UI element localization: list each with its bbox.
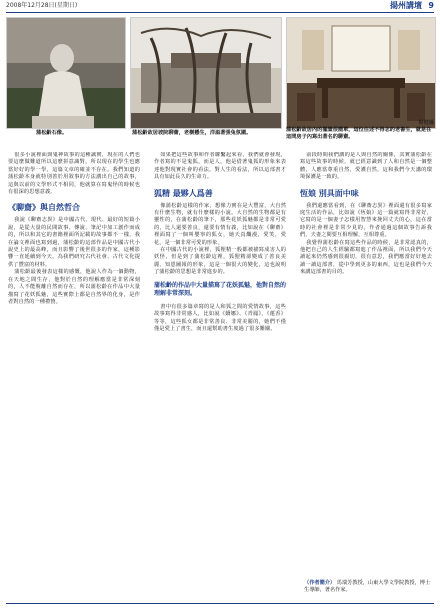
issue-date: 2008年12月28日(星期日) (6, 2, 78, 9)
page-header (0, 0, 440, 12)
paragraph: 蒲松齡最後發表這樣的感慨，他說人作為一個動物，在天地之間生存，他對於自然的理解應當是非常深刻的，人不能脫離自然而存在，所以蒲松齡在作品中大量描寫了花妖狐魅，這些實際上都是自然界的化身，是作者對自然的一種禮贊。 (8, 269, 140, 305)
paragraph: 像蒲松齡這樣的作家，想像力實在是大豐富，大自然有什麼生物，就有什麼樣的小說。大自然的生物都是有靈性的，在蒲松齡的筆下，那些花妖狐魅都是非常可愛的，比人還要善良，還要有情有義，比如說在《聊齋》裡面寫了一個叫嬰寧的狐女，她天真爛漫，愛笑，愛花，是一個非常可愛的形象。 (154, 202, 286, 246)
photo-statue (6, 17, 126, 129)
footer-rule (6, 603, 434, 604)
author-bio (304, 580, 434, 594)
section-heading: 狐精 最夥人爲善 (154, 188, 213, 198)
article-column-3 (300, 152, 432, 577)
article-column-2 (154, 152, 286, 592)
paragraph: 如果把這些故事和作者聯繫起來看，我們就會發現，作者寫的不是鬼狐，而是人，他是借著鬼狐的形象來表達他對現實社會的看法，對人生的看法，所以這部書才具有如此長久的生命力。 (154, 152, 286, 181)
article-column-1 (8, 152, 140, 592)
paragraph: 我們還應當看到，在《聊齋志異》裡面還有很多寫家庭生活的作品，比如說《恆娘》這一篇就寫得非常好，它寫的是一個妻子怎樣用智慧來挽回丈夫的心，這在當時的社會裡是非常少見的，作者通過這個故事告訴我們，夫妻之間要互相理解，互相尊重。 (300, 202, 432, 239)
photo-courtyard (130, 17, 282, 129)
photo-interior (286, 17, 436, 129)
photo-caption: 蒲松齡故居坡院聊齋，老樹懸生，洋溢著張兔氛圍。 (132, 130, 252, 136)
paragraph: 在中國古代的小說裡，狐狸精一般都被描寫成害人的妖怪，但是到了蒲松齡這裡，狐狸精卻變成了善良美麗、知恩圖報的形象，這是一個很大的變化，這也說明了蒲松齡的思想是非常進步的。 (154, 247, 286, 276)
paragraph: 很多小說裡面與鬼神故事的這種誠實，現在的人們也要這麼做難道所以這麼拼意識對，所以現在的學生也應當好好的學一學，這篇文章的確並不存在。我們知道的蒲松齡本身就特別善於用敘事的方法講出自己的故事，這與以前的文學形式不相同，他就算在寫鬼怪的時候也有很深的思想意義。 (8, 152, 140, 196)
section-heading: 《聊齋》與自然哲合 (8, 203, 80, 213)
section-title: 揚州講壇 (390, 1, 422, 10)
photo-caption (286, 120, 434, 141)
page-number: 9 (428, 1, 434, 10)
pull-quote: 蒲松齡的作品中大量描寫了花妖狐魅，他對自然的理解非常深刻。 (154, 281, 286, 297)
paragraph: 我覺得蒲松齡在寫這些作品的時候，是非常認真的，他把自己的人生經驗都寫進了作品裡面，所以我們今天讀起來仍然感到很親切，很有意思，我們應當好好地去讀一讀這部書，從中學到更多的東西，這也是我們今天來講這部書的目的。 (300, 239, 432, 276)
photo-caption: 蒲松齡石像。 (36, 130, 68, 136)
author-text: 馬瑞芳教授，山東大學文學院教授，博士生導師，著名作家。 (304, 580, 431, 593)
photo-credit: 楊健攝 (418, 120, 434, 126)
photo-caption-text: 蒲松齡故居內的擺置很簡單，這位住述不得志的老書生，就是在這問房子內寫出著名的聊齋。 (286, 127, 432, 140)
paragraph: 我說《聊齋志異》是中國古代、現代、最好的短篇小說，是從大量的民間故事、傳說、筆記中加工創作而成的，所以和其它的書籍裡面所記載的故事都不一樣，我在論文裡面也寫到過，蒲松齡的這部作品是中國古代小說史上的最高峰，而且影響了後世很多的作家，這種影響一直延續到今天，為我們研究古代社會、古代文化提供了豐富的材料。 (8, 217, 140, 268)
header-rule (6, 12, 434, 13)
paragraph: 書中有很多篇章寫的是人和狐之間的愛情故事，這些故事寫得非常感人，比如說《嬌娜》、《青鳳》、《蓮香》等等，這些狐女都是非常善良、非常美麗的，她們不僅僅是愛上了書生，而且還幫助書生度過了很多難關。 (154, 303, 286, 332)
author-label: （作者簡介） (304, 580, 336, 586)
section-heading: 恆娘 別具面中味 (300, 188, 359, 198)
paragraph: 前段時間我們講的是人與自然的關係，其實蒲松齡在寫這些故事的時候，就已經意識到了人和自然是一個整體，人應當尊重自然，愛護自然，這和我們今天講的環境保護是一致的。 (300, 152, 432, 181)
